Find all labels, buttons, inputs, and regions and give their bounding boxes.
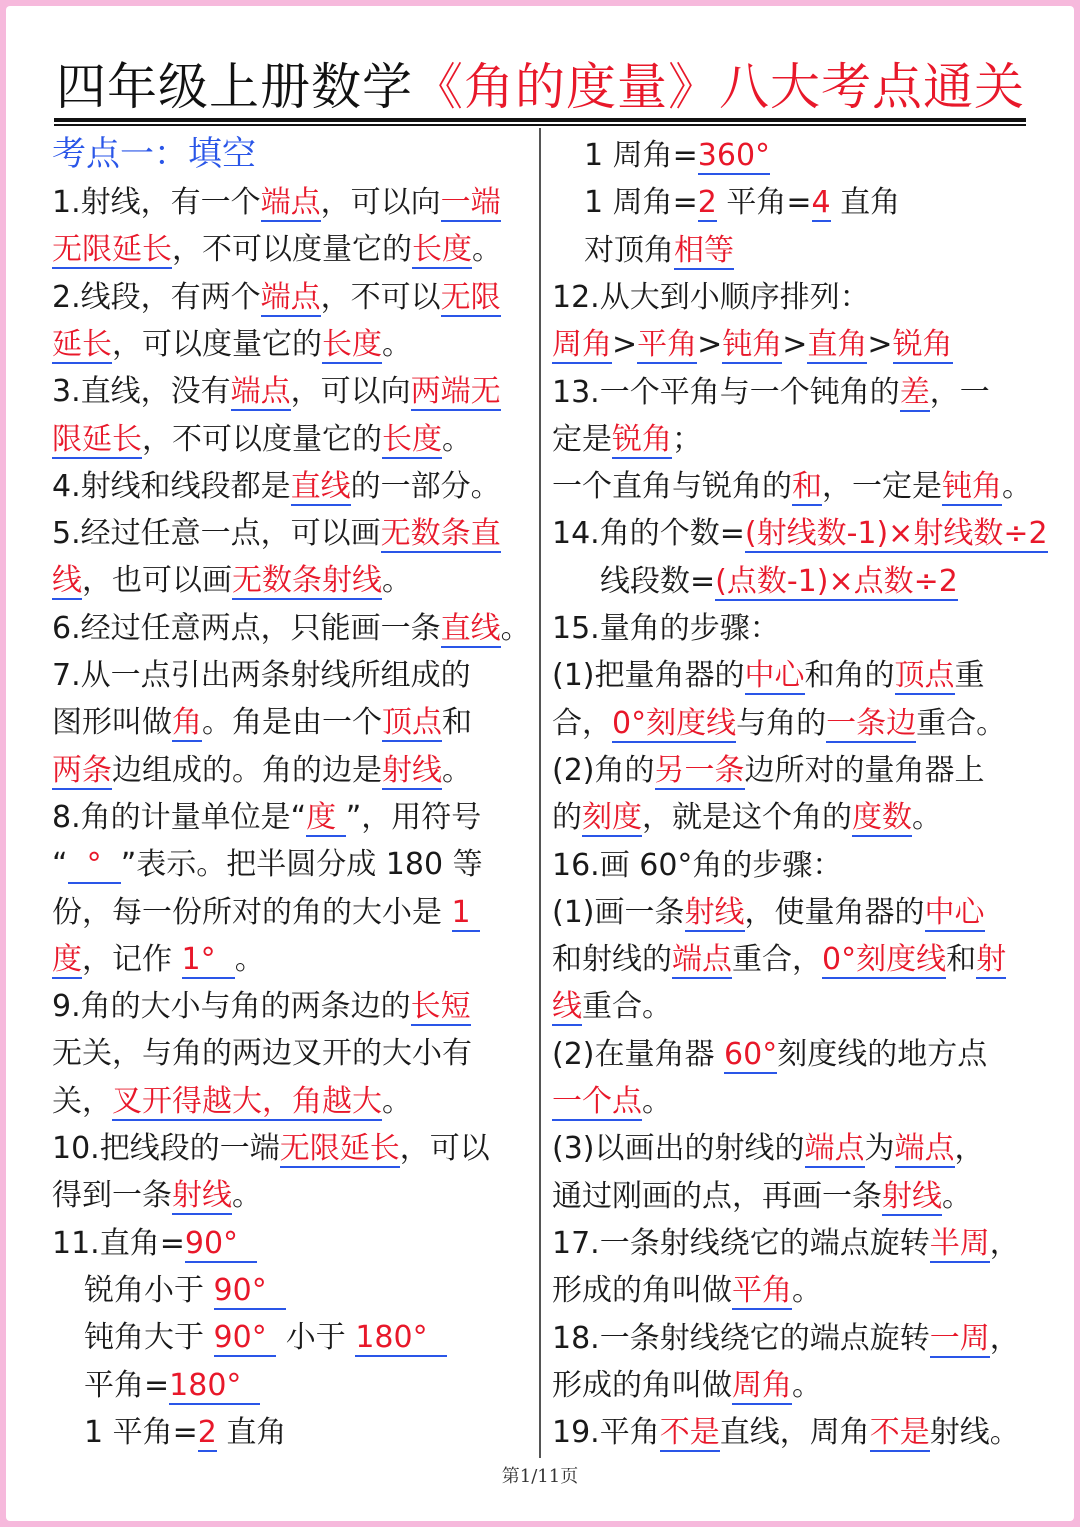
answer-text: 端点 bbox=[260, 279, 321, 315]
text-line bbox=[52, 278, 501, 318]
question-text: 。 bbox=[912, 800, 942, 836]
answer-text: 一周 bbox=[929, 1320, 990, 1356]
question-text: 考点一：填空 bbox=[52, 134, 256, 174]
answer-text: 周角 bbox=[552, 327, 612, 363]
answer-text: 周角 bbox=[732, 1367, 792, 1403]
question-text: ，不可以度量它的 bbox=[172, 232, 412, 268]
question-text: 边组成的。角的边是 bbox=[112, 752, 382, 788]
text-line bbox=[552, 278, 870, 318]
question-text: 形成的角叫做 bbox=[552, 1273, 732, 1309]
answer-text: 钝角 bbox=[722, 327, 783, 363]
answer-text: 不是 bbox=[869, 1415, 930, 1451]
question-text: 直角 bbox=[830, 185, 901, 221]
question-text: 得到一条 bbox=[52, 1178, 172, 1214]
question-text: 。 bbox=[232, 1178, 262, 1214]
question-text: 。 bbox=[472, 232, 502, 268]
page-number: 第1/11页 bbox=[501, 1466, 579, 1487]
text-line bbox=[552, 846, 842, 886]
question-text: 直线，周角 bbox=[719, 1415, 870, 1451]
text-line bbox=[584, 136, 770, 176]
question-text: 为 bbox=[864, 1131, 895, 1167]
question-text: ，使量角器的 bbox=[744, 894, 925, 930]
question-text: 19.平角 bbox=[552, 1415, 660, 1451]
question-text: 和射线的 bbox=[552, 942, 672, 978]
answer-text: 一条边 bbox=[826, 705, 917, 741]
question-text: 合， bbox=[552, 705, 612, 741]
answer-text: 1° bbox=[181, 941, 235, 977]
title-prefix: 四年级上册数学 bbox=[56, 58, 413, 116]
question-text: 图形叫做 bbox=[52, 705, 172, 741]
answer-text: 射线 bbox=[684, 894, 745, 930]
text-line bbox=[584, 231, 734, 271]
text-line bbox=[552, 656, 985, 696]
question-text: 形成的角叫做 bbox=[552, 1367, 732, 1403]
question-text: 和角的 bbox=[804, 658, 895, 694]
question-text: 。 bbox=[234, 941, 265, 977]
question-text: (2)在量角器 bbox=[552, 1036, 725, 1072]
answer-text: 端点 bbox=[230, 374, 291, 410]
answer-text: 1 bbox=[451, 894, 481, 930]
question-text: 。 bbox=[792, 1367, 822, 1403]
question-text: > bbox=[697, 327, 723, 363]
question-text: 份，每一份所对的角的大小是 bbox=[52, 894, 452, 930]
question-text: 1 周角= bbox=[584, 185, 698, 221]
text-line bbox=[552, 609, 780, 649]
question-text: 4.射线和线段都是 bbox=[52, 468, 291, 504]
question-text: ，一 bbox=[929, 374, 990, 410]
question-text: 18.一条射线绕它的端点旋转 bbox=[552, 1320, 930, 1356]
answer-text: 2 bbox=[697, 185, 717, 221]
question-text: 。 bbox=[500, 610, 531, 646]
text-line bbox=[52, 183, 501, 223]
answer-text: 端点 bbox=[894, 1131, 955, 1167]
question-text: 14.角的个数= bbox=[552, 516, 745, 552]
question-text: 6.经过任意两点，只能画一条 bbox=[52, 610, 441, 646]
text-line bbox=[52, 940, 265, 980]
text-line bbox=[52, 1034, 472, 1074]
answer-text: 射 bbox=[976, 942, 1007, 978]
text-line bbox=[552, 987, 672, 1027]
answer-text: 两端无 bbox=[410, 374, 501, 410]
question-text: (1)把量角器的 bbox=[552, 658, 745, 694]
question-text: > bbox=[612, 327, 638, 363]
question-text: ， bbox=[954, 1131, 985, 1167]
question-text: ”，用符号 bbox=[345, 799, 482, 835]
answer-text: 180° bbox=[355, 1320, 447, 1356]
question-text: 重合。 bbox=[916, 705, 1007, 741]
question-text: 边所对的量角器上 bbox=[744, 752, 985, 788]
text-line bbox=[84, 1318, 447, 1358]
question-text: 射线。 bbox=[929, 1415, 1020, 1451]
question-text: 。 bbox=[382, 1083, 412, 1119]
answer-text: 射线 bbox=[882, 1178, 942, 1214]
text-line bbox=[52, 325, 412, 365]
text-line bbox=[552, 1319, 1020, 1359]
text-line bbox=[552, 704, 1006, 744]
question-text: 1 周角= bbox=[584, 138, 698, 173]
question-text: 关， bbox=[52, 1083, 112, 1119]
answer-text: 无数条直 bbox=[380, 516, 501, 552]
question-text: ； bbox=[672, 421, 702, 457]
answer-text: 直线 bbox=[290, 468, 351, 504]
text-line bbox=[84, 1271, 286, 1311]
question-text: 。 bbox=[442, 421, 472, 457]
text-line bbox=[552, 798, 942, 838]
question-text: ，不可以 bbox=[320, 279, 441, 315]
answer-text: 90° bbox=[213, 1272, 286, 1308]
question-text: 16.画 60°角的步骤： bbox=[552, 847, 843, 883]
question-text: 小于 bbox=[276, 1320, 356, 1356]
question-text: 。 bbox=[1002, 469, 1032, 505]
answer-text: 顶点 bbox=[894, 658, 955, 694]
question-text: 和 bbox=[442, 705, 472, 741]
text-line bbox=[52, 467, 501, 507]
question-text: 15.量角的步骤： bbox=[552, 611, 780, 646]
title-highlight: 《角的度量》八大考点通关 bbox=[413, 58, 1025, 116]
question-text: ，一定是 bbox=[822, 469, 942, 505]
answer-text: 线 bbox=[552, 989, 582, 1025]
question-text: 9.角的大小与角的两条边的 bbox=[52, 989, 411, 1025]
question-text: 11.直角= bbox=[52, 1225, 185, 1261]
question-text: 的 bbox=[552, 800, 582, 836]
answer-text: 不是 bbox=[659, 1415, 720, 1451]
text-line bbox=[552, 940, 1006, 980]
answer-text: 叉开得越大，角越大 bbox=[112, 1083, 382, 1119]
answer-text: 一个点 bbox=[552, 1084, 642, 1119]
text-line bbox=[52, 798, 481, 838]
question-text: (2)角的 bbox=[552, 752, 655, 788]
text-line bbox=[52, 845, 483, 885]
question-text: 钝角大于 bbox=[84, 1320, 214, 1356]
answer-text: 端点 bbox=[260, 185, 321, 220]
question-text: 10.把线段的一端 bbox=[52, 1131, 280, 1166]
text-line bbox=[52, 703, 472, 743]
question-text: 直角 bbox=[216, 1414, 287, 1450]
text-line bbox=[552, 467, 1032, 507]
text-line bbox=[52, 420, 472, 460]
question-text: 3.直线，没有 bbox=[52, 374, 231, 410]
answer-text: ° bbox=[67, 847, 121, 883]
text-line bbox=[52, 372, 501, 412]
question-text: 。 bbox=[942, 1178, 972, 1214]
question-text: ，可以 bbox=[399, 1131, 490, 1166]
answer-text: 顶点 bbox=[382, 705, 442, 741]
question-text: 锐角小于 bbox=[84, 1272, 214, 1308]
text-line bbox=[584, 183, 900, 223]
answer-text: 限延长 bbox=[52, 421, 142, 457]
text-line bbox=[552, 1271, 822, 1311]
text-line bbox=[52, 1224, 257, 1264]
question-text: ，记作 bbox=[82, 941, 182, 977]
question-text: 的一部分。 bbox=[350, 468, 501, 504]
answer-text: 长度 bbox=[412, 232, 472, 268]
text-line bbox=[52, 893, 480, 933]
answer-text: 差 bbox=[899, 374, 930, 410]
text-line bbox=[552, 1413, 1020, 1453]
text-line bbox=[84, 1366, 260, 1406]
answer-text: 一端 bbox=[440, 185, 501, 220]
question-text: (1)画一条 bbox=[552, 894, 685, 930]
question-text: ， bbox=[989, 1225, 1020, 1261]
question-text: 。 bbox=[792, 1273, 822, 1309]
answer-text: 2 bbox=[197, 1414, 217, 1450]
question-text: 定是 bbox=[552, 421, 612, 457]
answer-text: 长度 bbox=[322, 326, 382, 362]
text-line bbox=[552, 1129, 985, 1169]
answer-text: 无数条射线 bbox=[232, 563, 382, 599]
answer-text: 线 bbox=[52, 563, 82, 599]
column-divider bbox=[539, 128, 541, 1458]
answer-text: 度 bbox=[52, 941, 82, 977]
question-text: 2.线段，有两个 bbox=[52, 279, 261, 315]
question-text: 。 bbox=[442, 752, 472, 788]
answer-text: 直线 bbox=[440, 610, 501, 646]
question-text: (3)以画出的射线的 bbox=[552, 1131, 805, 1167]
question-text: 5.经过任意一点，可以画 bbox=[52, 516, 381, 552]
answer-text: 180° bbox=[169, 1367, 261, 1403]
answer-text: 360° bbox=[697, 138, 771, 173]
question-text: 与角的 bbox=[736, 705, 827, 741]
title-rule-thick bbox=[54, 118, 1026, 122]
text-line bbox=[552, 325, 953, 365]
text-line bbox=[552, 420, 702, 460]
question-text: ，可以度量它的 bbox=[112, 326, 322, 362]
text-line bbox=[552, 373, 990, 413]
question-text: 重 bbox=[954, 658, 985, 694]
answer-text: 度 bbox=[306, 799, 346, 835]
question-text: 12.从大到小顺序排列： bbox=[552, 279, 870, 315]
answer-text: 直角 bbox=[807, 327, 868, 363]
text-line bbox=[552, 751, 985, 791]
text-line bbox=[552, 1224, 1020, 1264]
page-title bbox=[56, 54, 1036, 120]
question-text: ，可以向 bbox=[320, 185, 441, 220]
answer-text: 长短 bbox=[410, 989, 471, 1025]
question-text: 重合。 bbox=[582, 989, 672, 1025]
question-text: ，就是这个角的 bbox=[642, 800, 852, 836]
answer-text: (点数-1)×点数÷2 bbox=[715, 563, 958, 599]
question-text: 线段数= bbox=[600, 563, 716, 599]
question-text: ，可以向 bbox=[290, 374, 411, 410]
text-line bbox=[52, 609, 531, 649]
answer-text: 中心 bbox=[924, 894, 985, 930]
question-text: 无关，与角的两边叉开的大小有 bbox=[52, 1036, 472, 1072]
text-line bbox=[52, 987, 471, 1027]
question-text: ”表示。把半圆分成 180 等 bbox=[120, 847, 483, 883]
text-line bbox=[84, 1413, 286, 1453]
answer-text: 射线 bbox=[172, 1178, 232, 1214]
question-text: 重合， bbox=[732, 942, 822, 978]
question-text: > bbox=[782, 327, 808, 363]
answer-text: 无限延长 bbox=[279, 1131, 400, 1166]
question-text: 刻度线的地方点 bbox=[777, 1036, 988, 1072]
question-text: 。 bbox=[382, 563, 412, 599]
answer-text: 两条 bbox=[52, 752, 112, 788]
question-text: 平角= bbox=[84, 1367, 170, 1403]
answer-text: 端点 bbox=[804, 1131, 865, 1167]
answer-text: 0°刻度线 bbox=[612, 705, 737, 741]
answer-text: 端点 bbox=[672, 942, 732, 978]
question-text: ， bbox=[989, 1320, 1020, 1356]
answer-text: 度数 bbox=[852, 800, 912, 836]
question-text: 1.射线，有一个 bbox=[52, 185, 261, 220]
answer-text: 另一条 bbox=[654, 752, 745, 788]
answer-text: 刻度 bbox=[582, 800, 642, 836]
question-text: 。 bbox=[382, 326, 412, 362]
text-line bbox=[552, 1177, 972, 1217]
answer-text: 4 bbox=[811, 185, 831, 221]
text-line bbox=[552, 1035, 987, 1075]
text-line bbox=[52, 561, 412, 601]
text-line bbox=[52, 1176, 262, 1216]
question-text: 8.角的计量单位是“ bbox=[52, 799, 307, 835]
answer-text: 中心 bbox=[744, 658, 805, 694]
text-line bbox=[52, 514, 501, 554]
answer-text: 延长 bbox=[52, 326, 112, 362]
question-text: 和 bbox=[946, 942, 977, 978]
question-text: 对顶角 bbox=[584, 232, 674, 268]
question-text: 7.从一点引出两条射线所组成的 bbox=[52, 658, 471, 693]
text-line bbox=[552, 1366, 822, 1406]
answer-text: 平角 bbox=[732, 1273, 792, 1309]
answer-text: 无限延长 bbox=[52, 232, 172, 268]
text-line bbox=[52, 656, 471, 696]
question-text: 13.一个平角与一个钝角的 bbox=[552, 374, 900, 410]
answer-text: 无限 bbox=[440, 279, 501, 315]
text-line bbox=[552, 893, 985, 933]
question-text: ，也可以画 bbox=[82, 563, 232, 599]
title-rule-thin bbox=[54, 124, 1026, 126]
answer-text: 射线 bbox=[382, 752, 442, 788]
question-text: 。角是由一个 bbox=[202, 705, 382, 741]
question-text: “ bbox=[52, 847, 68, 883]
answer-text: 0°刻度线 bbox=[822, 942, 947, 978]
answer-text: 钝角 bbox=[942, 469, 1002, 505]
answer-text: 平角 bbox=[637, 327, 698, 363]
text-line bbox=[52, 230, 502, 270]
question-text: 。 bbox=[642, 1084, 672, 1119]
answer-text: 角 bbox=[172, 705, 202, 741]
answer-text: (射线数-1)×射线数÷2 bbox=[744, 516, 1048, 552]
answer-text: 和 bbox=[792, 469, 822, 505]
answer-text: 长度 bbox=[382, 421, 442, 457]
question-text: 通过刚画的点，再画一条 bbox=[552, 1178, 882, 1214]
text-line bbox=[52, 1082, 412, 1122]
text-line bbox=[552, 1082, 672, 1122]
answer-text: 半周 bbox=[929, 1225, 990, 1261]
question-text: 平角= bbox=[716, 185, 812, 221]
answer-text: 锐角 bbox=[612, 421, 672, 457]
text-line bbox=[52, 751, 472, 791]
question-text: > bbox=[867, 327, 893, 363]
question-text: 17.一条射线绕它的端点旋转 bbox=[552, 1225, 930, 1261]
question-text: 1 平角= bbox=[84, 1414, 198, 1450]
question-text: ，不可以度量它的 bbox=[142, 421, 382, 457]
answer-text: 90° bbox=[184, 1225, 258, 1261]
answer-text: 60° bbox=[724, 1036, 778, 1072]
text-line bbox=[552, 514, 1048, 554]
answer-text: 锐角 bbox=[892, 327, 953, 363]
text-line bbox=[52, 1129, 490, 1169]
section-heading bbox=[52, 132, 256, 176]
question-text: 一个直角与锐角的 bbox=[552, 469, 792, 505]
answer-text: 相等 bbox=[674, 232, 734, 268]
answer-text: 90° bbox=[213, 1320, 277, 1356]
text-line bbox=[600, 562, 958, 602]
